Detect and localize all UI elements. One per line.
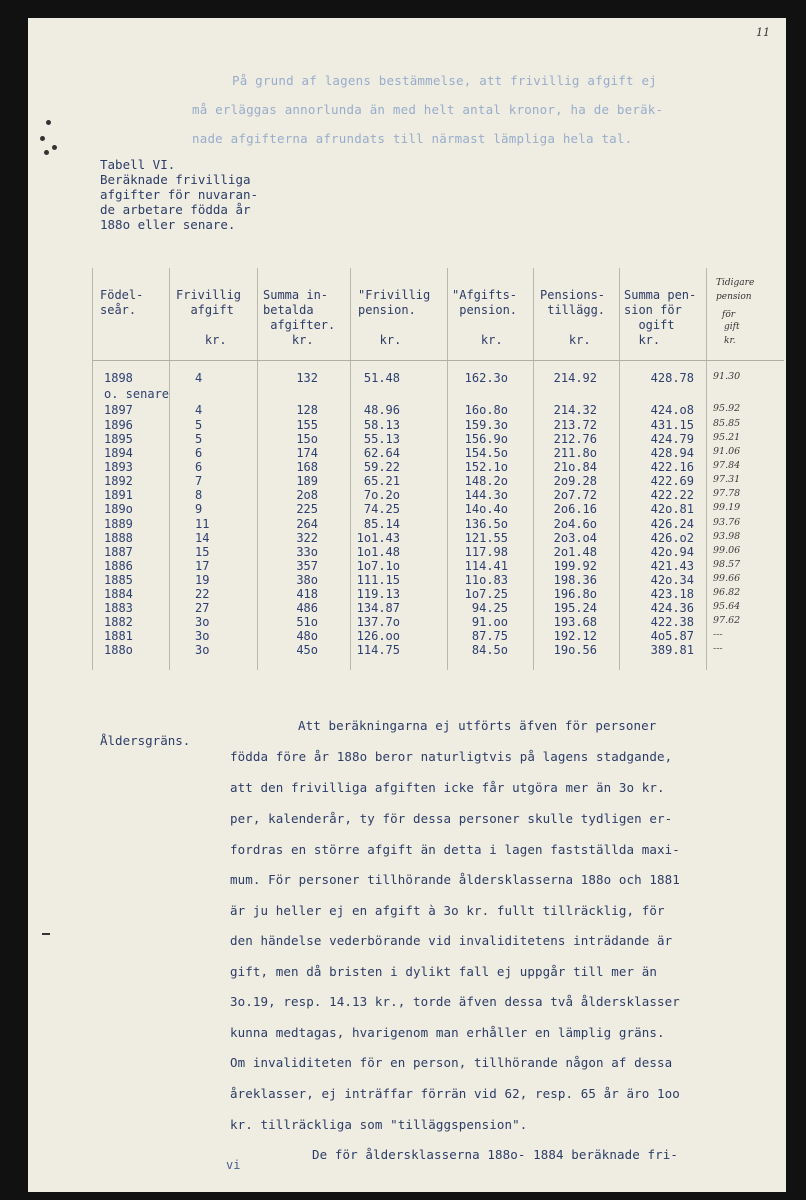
handwritten-header-line: pension [716, 292, 752, 302]
cell-voluntary-fee: 8 [195, 488, 203, 502]
cell-pension-supplement: 214.92 [553, 371, 597, 385]
body-line: per, kalenderår, ty för dessa personer skulle tydligen er- [230, 811, 673, 826]
handwritten-header-line: gift [724, 322, 740, 332]
cell-total-pension: 42o.94 [650, 545, 694, 559]
cell-fee-pension: 154.5o [464, 446, 508, 460]
cell-total-pension: 422.22 [650, 488, 694, 502]
cell-pension-supplement: 214.32 [553, 403, 597, 417]
cell-total-pension: 428.94 [650, 446, 694, 460]
cell-pension-supplement: 195.24 [553, 601, 597, 615]
cell-handwritten-note: 93.98 [713, 531, 741, 542]
cell-total-pension: 424.o8 [650, 403, 694, 417]
table-row [0, 587, 806, 601]
cell-voluntary-fee: 6 [195, 460, 203, 474]
table-row [0, 474, 806, 488]
cell-voluntary-fee: 9 [195, 502, 203, 516]
cell-handwritten-note: 95.92 [713, 403, 741, 414]
cell-pension-supplement: 196.8o [553, 587, 597, 601]
cell-total-paid: 322 [296, 531, 318, 545]
cell-birth-year: 188o [104, 643, 133, 657]
table-row [0, 371, 806, 385]
cell-total-pension: 424.79 [650, 432, 694, 446]
cell-total-paid: 155 [296, 418, 318, 432]
cell-total-paid: 51o [296, 615, 318, 629]
cell-fee-pension: 162.3o [464, 371, 508, 385]
cell-fee-pension: 16o.8o [464, 403, 508, 417]
cell-fee-pension: 87.75 [471, 629, 508, 643]
cell-handwritten-note: 97.84 [713, 460, 741, 471]
cell-total-paid: 174 [296, 446, 318, 460]
table-row [0, 517, 806, 531]
cell-birth-year: 1895 [104, 432, 133, 446]
cell-total-pension: 42o.81 [650, 502, 694, 516]
cell-handwritten-note: 99.06 [713, 545, 741, 556]
table-row [0, 629, 806, 643]
cell-voluntary-pension: 1o7.1o [356, 559, 400, 573]
cell-pension-supplement: 198.36 [553, 573, 597, 587]
faded-line-2: må erläggas annorlunda än med helt antal kronor, ha de beräk- [192, 102, 664, 117]
body-line: födda före år 188o beror naturligtvis på lagens stadgande, [230, 749, 673, 764]
cell-birth-year: 1894 [104, 446, 133, 460]
cell-voluntary-pension: 62.64 [363, 446, 400, 460]
cell-birth-year: 1893 [104, 460, 133, 474]
cell-birth-year: 1881 [104, 629, 133, 643]
cell-voluntary-pension: 111.15 [356, 573, 400, 587]
ink-spot [52, 145, 57, 150]
cell-handwritten-note: 97.31 [713, 474, 741, 485]
table-row [0, 559, 806, 573]
cell-pension-supplement: 21o.84 [553, 460, 597, 474]
header-total-pension: Summa pen- sion för ogift kr. [624, 288, 697, 347]
cell-birth-year: 1889 [104, 517, 133, 531]
cell-voluntary-fee: 4 [195, 403, 203, 417]
table-row [0, 460, 806, 474]
cell-voluntary-pension: 48.96 [363, 403, 400, 417]
cell-pension-supplement: 2o4.6o [553, 517, 597, 531]
cell-birth-year: 1892 [104, 474, 133, 488]
cell-handwritten-note: 85.85 [713, 418, 741, 429]
cell-voluntary-fee: 4 [195, 371, 203, 385]
cell-voluntary-fee: 15 [195, 545, 210, 559]
cell-pension-supplement: 2o6.16 [553, 502, 597, 516]
cell-fee-pension: 159.3o [464, 418, 508, 432]
cell-total-pension: 428.78 [650, 371, 694, 385]
cell-voluntary-fee: 6 [195, 446, 203, 460]
cell-pension-supplement: 2o1.48 [553, 545, 597, 559]
handwritten-header-line: Tidigare [716, 278, 755, 288]
cell-voluntary-fee: 27 [195, 601, 210, 615]
cell-total-paid: 38o [296, 573, 318, 587]
cell-total-paid: 15o [296, 432, 318, 446]
ink-spot [44, 150, 49, 155]
side-label: Åldersgräns. [100, 733, 191, 748]
cell-handwritten-note: --- [713, 629, 723, 640]
cell-handwritten-note: 93.76 [713, 517, 741, 528]
cell-birth-year: 1898 [104, 371, 133, 385]
faded-line-1: På grund af lagens bestämmelse, att frivillig afgift ej [232, 73, 657, 88]
cell-handwritten-note: 91.30 [713, 371, 741, 382]
cell-fee-pension: 11o.83 [464, 573, 508, 587]
cell-voluntary-pension: 114.75 [356, 643, 400, 657]
ink-spot [40, 136, 45, 141]
cell-pension-supplement: 212.76 [553, 432, 597, 446]
cell-pension-supplement: 2o7.72 [553, 488, 597, 502]
table-row [0, 418, 806, 432]
row-extra-label: o. senare [104, 387, 170, 401]
cell-total-pension: 389.81 [650, 643, 694, 657]
header-voluntary-fee: Frivillig afgift kr. [176, 288, 242, 347]
cell-voluntary-pension: 51.48 [363, 371, 400, 385]
caption-line: Tabell VI. [100, 157, 176, 172]
cell-voluntary-fee: 5 [195, 432, 203, 446]
cell-birth-year: 1891 [104, 488, 133, 502]
cell-fee-pension: 136.5o [464, 517, 508, 531]
table-row [0, 446, 806, 460]
cell-total-paid: 2o8 [296, 488, 318, 502]
cell-handwritten-note: 96.82 [713, 587, 741, 598]
caption-line: Beräknade frivilliga [100, 172, 251, 187]
cell-voluntary-fee: 3o [195, 615, 210, 629]
cell-birth-year: 1896 [104, 418, 133, 432]
table-row [0, 403, 806, 417]
cell-handwritten-note: 98.57 [713, 559, 741, 570]
cell-fee-pension: 117.98 [464, 545, 508, 559]
cell-birth-year: 1888 [104, 531, 133, 545]
table-row [0, 643, 806, 657]
cell-voluntary-pension: 1o1.43 [356, 531, 400, 545]
body-line: att den frivilliga afgiften icke får utgöra mer än 3o kr. [230, 780, 665, 795]
cell-pension-supplement: 199.92 [553, 559, 597, 573]
cell-total-paid: 33o [296, 545, 318, 559]
cell-pension-supplement: 2o3.o4 [553, 531, 597, 545]
table-row [0, 573, 806, 587]
table-row [0, 601, 806, 615]
body-line: den händelse vederbörande vid invaliditetens inträdande är [230, 933, 673, 948]
table-caption [100, 157, 258, 232]
caption-line: afgifter för nuvaran- [100, 187, 259, 202]
cell-total-paid: 225 [296, 502, 318, 516]
caption-line: 188o eller senare. [100, 217, 236, 232]
cell-handwritten-note: 91.06 [713, 446, 741, 457]
cell-total-pension: 431.15 [650, 418, 694, 432]
cell-handwritten-note: 97.62 [713, 615, 741, 626]
cell-total-pension: 421.43 [650, 559, 694, 573]
cell-total-paid: 128 [296, 403, 318, 417]
cell-birth-year: 189o [104, 502, 133, 516]
cell-voluntary-fee: 22 [195, 587, 210, 601]
cell-voluntary-pension: 85.14 [363, 517, 400, 531]
footer-mark: vi [226, 1158, 241, 1172]
cell-fee-pension: 114.41 [464, 559, 508, 573]
handwritten-header-line: för [722, 310, 736, 320]
cell-fee-pension: 152.1o [464, 460, 508, 474]
cell-pension-supplement: 192.12 [553, 629, 597, 643]
cell-birth-year: 1886 [104, 559, 133, 573]
cell-total-paid: 132 [296, 371, 318, 385]
cell-fee-pension: 84.5o [471, 643, 508, 657]
cell-voluntary-pension: 126.oo [356, 629, 400, 643]
cell-fee-pension: 144.3o [464, 488, 508, 502]
cell-total-paid: 264 [296, 517, 318, 531]
header-voluntary-pension: "Frivillig pension. kr. [358, 288, 431, 347]
cell-pension-supplement: 2o9.28 [553, 474, 597, 488]
cell-handwritten-note: 95.64 [713, 601, 741, 612]
cell-total-pension: 426.o2 [650, 531, 694, 545]
header-pension-supplement: Pensions- tillägg. kr. [540, 288, 606, 347]
cell-voluntary-fee: 3o [195, 643, 210, 657]
cell-total-pension: 426.24 [650, 517, 694, 531]
body-line: Om invaliditeten för en person, tillhörande någon af dessa [230, 1055, 673, 1070]
cell-fee-pension: 1o7.25 [464, 587, 508, 601]
cell-birth-year: 1882 [104, 615, 133, 629]
cell-fee-pension: 148.2o [464, 474, 508, 488]
cell-handwritten-note: 99.19 [713, 502, 741, 513]
cell-birth-year: 1883 [104, 601, 133, 615]
cell-total-pension: 423.18 [650, 587, 694, 601]
header-rule [92, 360, 784, 361]
cell-pension-supplement: 211.8o [553, 446, 597, 460]
body-line: kr. tillräckliga som "tilläggspension". [230, 1117, 528, 1132]
cell-fee-pension: 14o.4o [464, 502, 508, 516]
cell-pension-supplement: 193.68 [553, 615, 597, 629]
body-line: 3o.19, resp. 14.13 kr., torde äfven dessa två åldersklasser [230, 994, 680, 1009]
table-row [0, 545, 806, 559]
ink-spot [46, 120, 51, 125]
cell-handwritten-note: 97.78 [713, 488, 741, 499]
cell-total-paid: 486 [296, 601, 318, 615]
body-line: gift, men då bristen i dylikt fall ej uppgår till mer än [230, 964, 658, 979]
cell-total-paid: 45o [296, 643, 318, 657]
cell-voluntary-fee: 19 [195, 573, 210, 587]
table-row [0, 488, 806, 502]
cell-fee-pension: 121.55 [464, 531, 508, 545]
cell-birth-year: 1884 [104, 587, 133, 601]
margin-mark [42, 933, 50, 935]
handwritten-header-line: kr. [724, 336, 736, 346]
cell-birth-year: 1887 [104, 545, 133, 559]
cell-total-pension: 4o5.87 [650, 629, 694, 643]
cell-voluntary-pension: 58.13 [363, 418, 400, 432]
body-line: mum. För personer tillhörande åldersklasserna 188o och 1881 [230, 872, 680, 887]
header-fee-pension: "Afgifts- pension. kr. [452, 288, 518, 347]
page-number: 11 [756, 26, 770, 39]
cell-birth-year: 1897 [104, 403, 133, 417]
cell-total-paid: 168 [296, 460, 318, 474]
cell-total-pension: 42o.34 [650, 573, 694, 587]
cell-voluntary-pension: 59.22 [363, 460, 400, 474]
cell-total-pension: 422.69 [650, 474, 694, 488]
cell-voluntary-fee: 17 [195, 559, 210, 573]
cell-fee-pension: 156.9o [464, 432, 508, 446]
cell-total-paid: 357 [296, 559, 318, 573]
cell-voluntary-pension: 55.13 [363, 432, 400, 446]
cell-pension-supplement: 213.72 [553, 418, 597, 432]
header-total-paid: Summa in- betalda afgifter. kr. [263, 288, 336, 347]
cell-voluntary-pension: 119.13 [356, 587, 400, 601]
table-row [0, 531, 806, 545]
cell-total-pension: 424.36 [650, 601, 694, 615]
body-line: åreklasser, ej inträffar förrän vid 62, resp. 65 år äro 1oo [230, 1086, 680, 1101]
body-line: Att beräkningarna ej utförts äfven för personer [298, 718, 657, 733]
table-row [0, 615, 806, 629]
cell-total-pension: 422.38 [650, 615, 694, 629]
cell-voluntary-pension: 7o.2o [363, 488, 400, 502]
body-line: De för åldersklasserna 188o- 1884 beräknade fri- [312, 1147, 679, 1162]
faded-line-3: nade afgifterna afrundats till närmast lämpliga hela tal. [192, 131, 633, 146]
header-birth-year: Födel- seår. [100, 288, 144, 317]
cell-total-pension: 422.16 [650, 460, 694, 474]
cell-fee-pension: 91.oo [471, 615, 508, 629]
cell-voluntary-fee: 3o [195, 629, 210, 643]
table-row [0, 502, 806, 516]
cell-voluntary-pension: 65.21 [363, 474, 400, 488]
body-line: kunna medtagas, hvarigenom man erhåller en lämplig gräns. [230, 1025, 665, 1040]
body-line: är ju heller ej en afgift à 3o kr. fullt tillräcklig, för [230, 903, 665, 918]
cell-voluntary-fee: 5 [195, 418, 203, 432]
cell-birth-year: 1885 [104, 573, 133, 587]
cell-voluntary-pension: 137.7o [356, 615, 400, 629]
cell-total-paid: 189 [296, 474, 318, 488]
cell-pension-supplement: 19o.56 [553, 643, 597, 657]
cell-voluntary-pension: 74.25 [363, 502, 400, 516]
cell-handwritten-note: 95.21 [713, 432, 741, 443]
cell-voluntary-fee: 14 [195, 531, 210, 545]
cell-voluntary-fee: 11 [195, 517, 210, 531]
cell-voluntary-fee: 7 [195, 474, 203, 488]
cell-handwritten-note: --- [713, 643, 723, 654]
cell-voluntary-pension: 1o1.48 [356, 545, 400, 559]
table-row [0, 432, 806, 446]
cell-total-paid: 48o [296, 629, 318, 643]
cell-voluntary-pension: 134.87 [356, 601, 400, 615]
cell-handwritten-note: 99.66 [713, 573, 741, 584]
caption-line: de arbetare födda år [100, 202, 251, 217]
body-line: fordras en större afgift än detta i lagen fastställda maxi- [230, 842, 680, 857]
cell-total-paid: 418 [296, 587, 318, 601]
cell-fee-pension: 94.25 [471, 601, 508, 615]
